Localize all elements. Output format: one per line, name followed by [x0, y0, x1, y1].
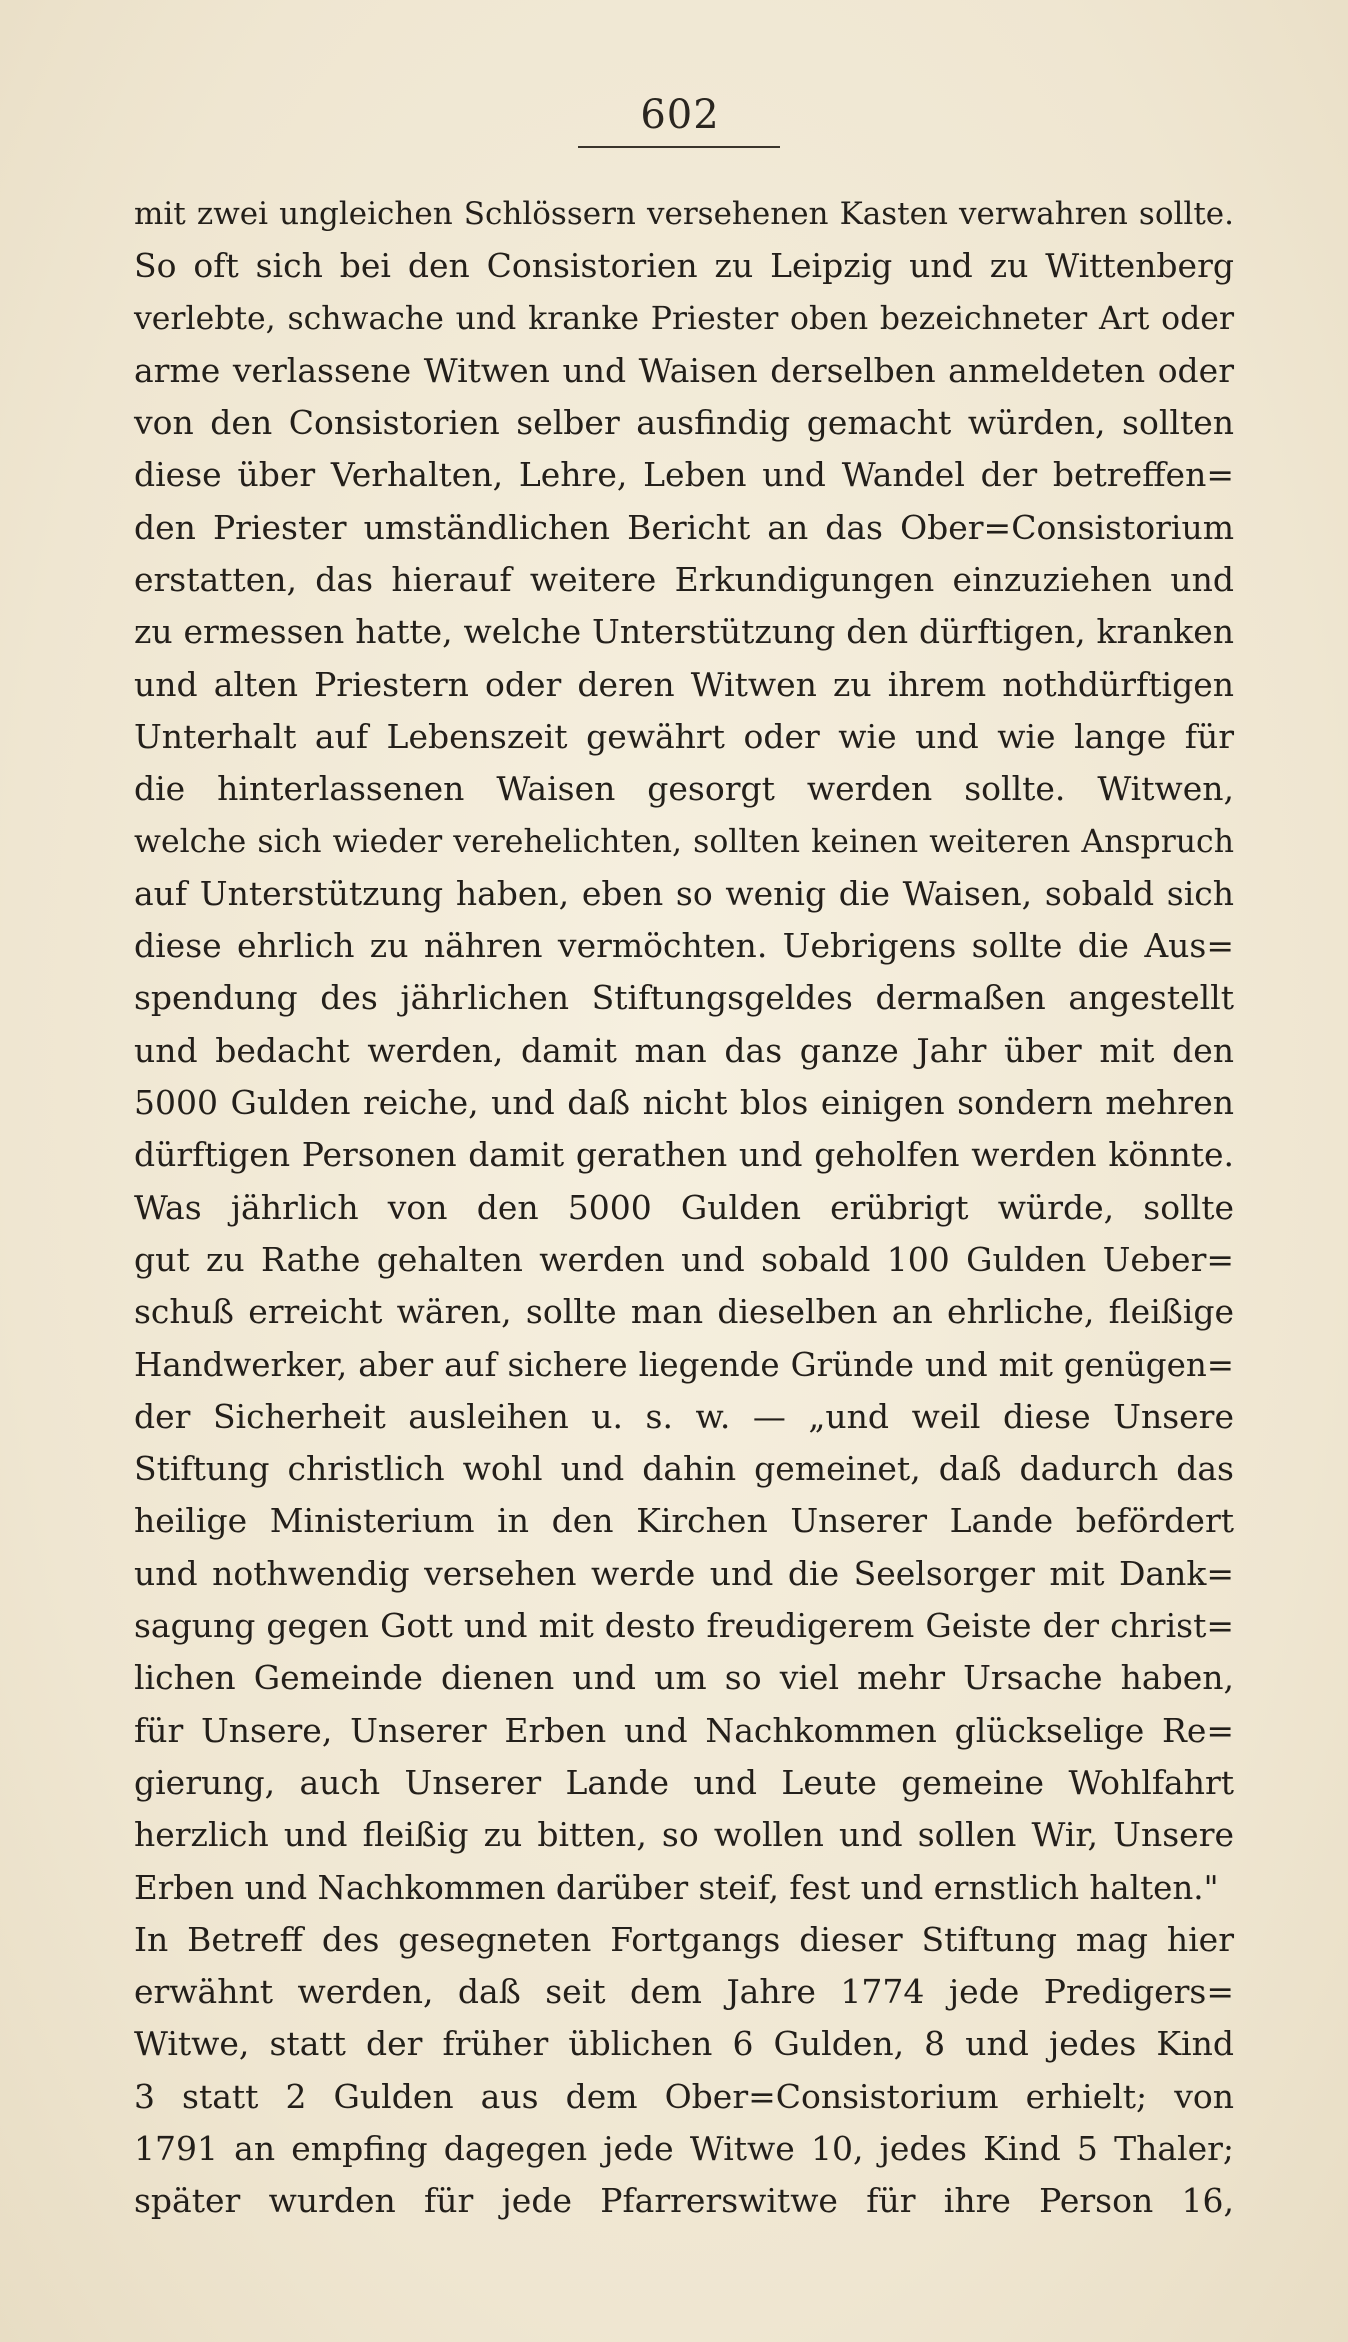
- text-line: Handwerker, aber auf sichere liegende Gründe und mit genügen=: [134, 1345, 1234, 1384]
- text-line: den Priester umständlichen Bericht an das Ober=Consistorium: [134, 507, 1234, 547]
- text-line: erstatten, das hierauf weitere Erkundigungen einzuziehen und: [134, 560, 1234, 600]
- text-line: Was jährlich von den 5000 Gulden erübrigt würde, sollte: [134, 1187, 1234, 1227]
- text-line: auf Unterstützung haben, eben so wenig die Waisen, sobald sich: [134, 873, 1234, 913]
- text-line: gierung, auch Unserer Lande und Leute gemeine Wohlfahrt: [134, 1762, 1234, 1802]
- header-rule: [578, 146, 780, 148]
- text-line: welche sich wieder verehelichten, sollten keinen weiteren Anspruch: [134, 823, 1234, 860]
- text-line: Unterhalt auf Lebenszeit gewährt oder wie und wie lange für: [134, 716, 1234, 756]
- text-line: Stiftung christlich wohl und dahin gemeinet, daß dadurch das: [134, 1449, 1234, 1489]
- text-line: heilige Ministerium in den Kirchen Unserer Lande befördert: [134, 1501, 1234, 1541]
- body-text: [134, 188, 1234, 2228]
- text-line: dürftigen Personen damit gerathen und geholfen werden könnte.: [134, 1135, 1234, 1175]
- text-line: herzlich und fleißig zu bitten, so wollen und sollen Wir, Unsere: [134, 1815, 1234, 1855]
- text-line: sagung gegen Gott und mit desto freudigerem Geiste der christ=: [134, 1606, 1234, 1646]
- text-line: später wurden für jede Pfarrerswitwe für ihre Person 16,: [134, 2181, 1234, 2221]
- page-number: 602: [640, 92, 720, 138]
- text-line: für Unsere, Unserer Erben und Nachkommen glückselige Re=: [134, 1710, 1234, 1750]
- text-line: 1791 an empfing dagegen jede Witwe 10, jedes Kind 5 Thaler;: [134, 2128, 1234, 2168]
- text-line: Erben und Nachkommen darüber steif, fest und ernstlich halten.": [134, 1868, 1219, 1907]
- text-line: von den Consistorien selber ausfindig gemacht würden, sollten: [134, 403, 1234, 443]
- text-line: diese ehrlich zu nähren vermöchten. Uebrigens sollte die Aus=: [134, 926, 1234, 966]
- text-line: der Sicherheit ausleihen u. s. w. — „und weil diese Unsere: [134, 1396, 1234, 1436]
- text-line: diese über Verhalten, Lehre, Leben und Wandel der betreffen=: [134, 455, 1234, 495]
- text-line: spendung des jährlichen Stiftungsgeldes dermaßen angestellt: [134, 978, 1234, 1018]
- text-line: gut zu Rathe gehalten werden und sobald 100 Gulden Ueber=: [134, 1239, 1234, 1279]
- text-line: 3 statt 2 Gulden aus dem Ober=Consistorium erhielt; von: [134, 2076, 1234, 2116]
- text-line: zu ermessen hatte, welche Unterstützung den dürftigen, kranken: [134, 612, 1234, 652]
- text-line: und nothwendig versehen werde und die Seelsorger mit Dank=: [134, 1553, 1234, 1593]
- text-line: und bedacht werden, damit man das ganze Jahr über mit den: [134, 1030, 1234, 1070]
- text-line: arme verlassene Witwen und Waisen derselben anmeldeten oder: [134, 350, 1234, 390]
- text-line: lichen Gemeinde dienen und um so viel mehr Ursache haben,: [134, 1658, 1234, 1698]
- text-line: Witwe, statt der früher üblichen 6 Gulden, 8 und jedes Kind: [134, 2024, 1234, 2064]
- text-line: schuß erreicht wären, sollte man dieselben an ehrliche, fleißige: [134, 1292, 1234, 1332]
- text-line: mit zwei ungleichen Schlössern versehenen Kasten verwahren sollte.: [134, 196, 1234, 232]
- text-line: So oft sich bei den Consistorien zu Leipzig und zu Wittenberg: [134, 246, 1234, 286]
- text-line: und alten Priestern oder deren Witwen zu ihrem nothdürftigen: [134, 664, 1234, 704]
- text-line: verlebte, schwache und kranke Priester oben bezeichneter Art oder: [134, 300, 1234, 337]
- text-line: die hinterlassenen Waisen gesorgt werden sollte. Witwen,: [134, 769, 1234, 809]
- text-line: In Betreff des gesegneten Fortgangs dieser Stiftung mag hier: [134, 1919, 1234, 1959]
- text-line: 5000 Gulden reiche, und daß nicht blos einigen sondern mehren: [134, 1083, 1234, 1123]
- text-line: erwähnt werden, daß seit dem Jahre 1774 jede Predigers=: [134, 1972, 1234, 2012]
